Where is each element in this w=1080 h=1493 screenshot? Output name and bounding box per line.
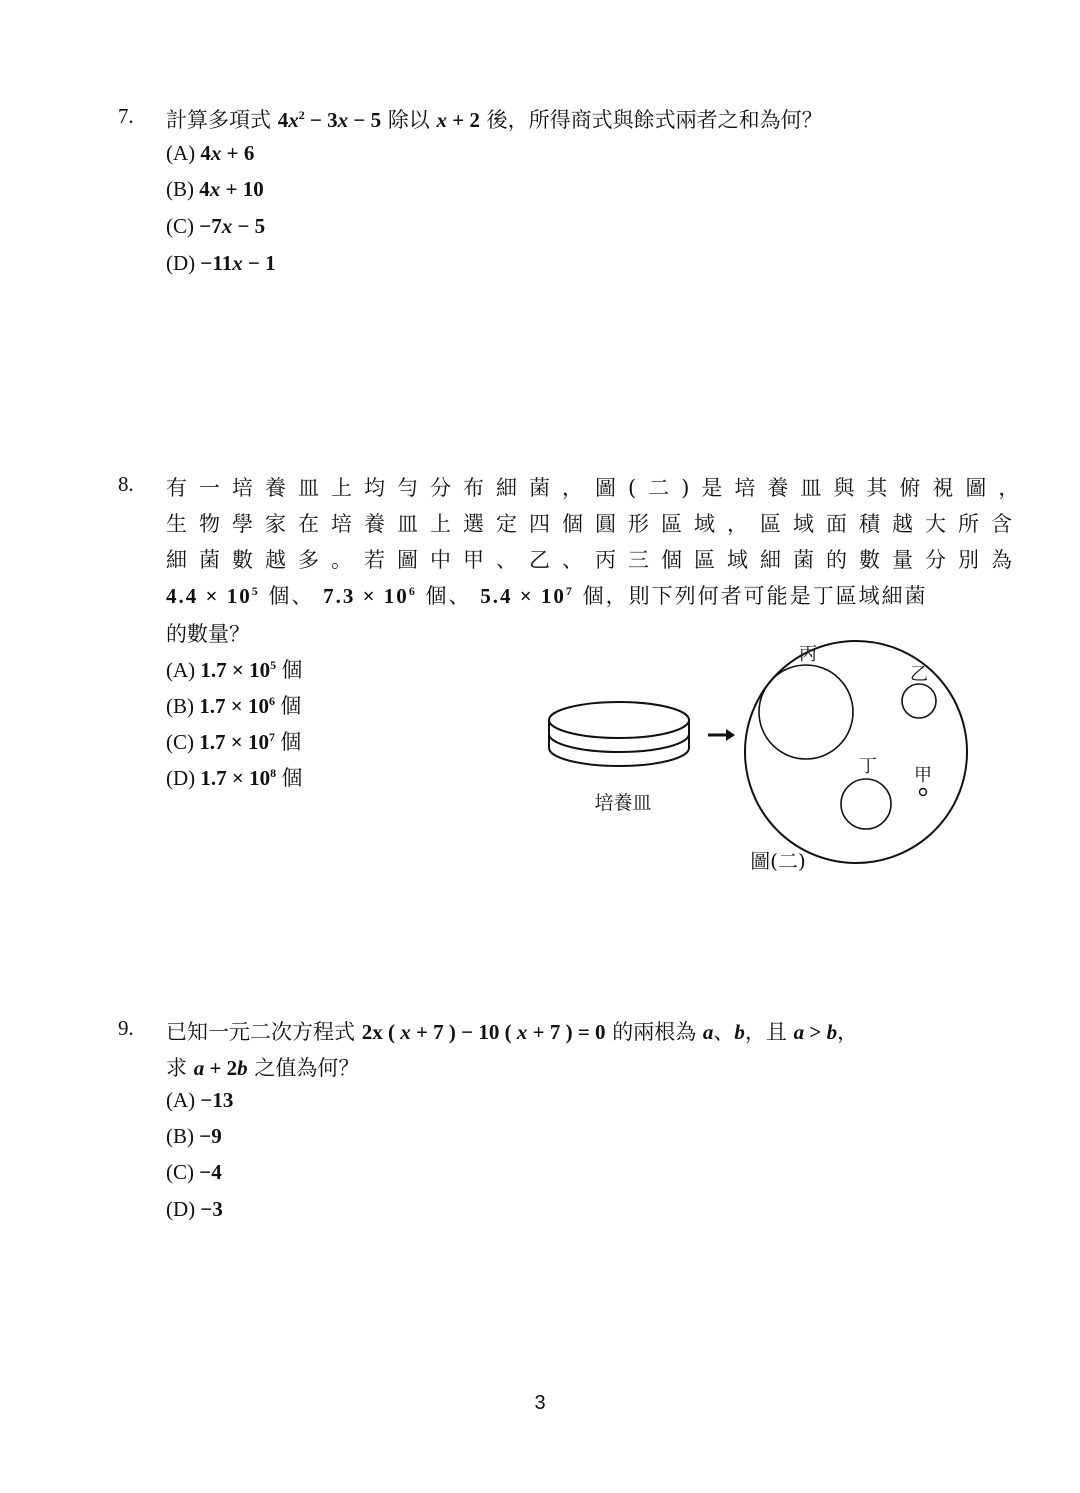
option-b[interactable]: (B) −9 bbox=[166, 1124, 222, 1148]
page-number: 3 bbox=[534, 1392, 546, 1414]
question-number: 7. bbox=[118, 104, 134, 128]
figure-caption: 圖(二) bbox=[750, 849, 806, 873]
polynomial: $4x^2 - 3x - 5$ bbox=[277, 108, 382, 132]
option-a[interactable]: (A) $1.7 \times 10^5$ 個 bbox=[166, 658, 303, 682]
question-stem-line-3: 細菌數越多。若圖中甲、乙、丙三個區域細菌的數量分別為 bbox=[166, 548, 1024, 572]
region-yi-label: 乙 bbox=[910, 664, 928, 685]
question-number: 8. bbox=[118, 472, 134, 496]
option-d[interactable]: (D) −3 bbox=[166, 1197, 223, 1221]
petri-dish-label: 培養皿 bbox=[594, 792, 652, 814]
option-d[interactable]: (D) $1.7 \times 10^8$ 個 bbox=[166, 766, 303, 790]
question-9 bbox=[118, 1016, 978, 1226]
question-stem-line-1: 有一培養皿上均勻分布細菌，圖(二)是培養皿與其俯視圖， bbox=[166, 476, 1032, 500]
option-a[interactable]: (A) −13 bbox=[166, 1088, 234, 1112]
petri-dish bbox=[549, 702, 689, 766]
question-number: 9. bbox=[118, 1016, 134, 1040]
option-b[interactable]: (B) 4x + 10 bbox=[166, 177, 264, 201]
equation: 2x ( x + 7 ) − 10 ( x + 7 ) = 0 bbox=[361, 1020, 606, 1044]
question-stem-line-4: $4.4 \times 10^5$ 個、 $7.3 \times 10^6$ 個、 $5.4 \times 10^7$ 個，則下列何者可能是丁區域細菌 bbox=[166, 584, 928, 608]
region-bing-label: 丙 bbox=[799, 644, 817, 665]
option-b[interactable]: (B) $1.7 \times 10^6$ 個 bbox=[166, 694, 302, 718]
region-bing bbox=[759, 665, 853, 759]
question-stem-line-1: 已知一元二次方程式 2x ( x + 7 ) − 10 ( x + 7 ) = 0 的兩根為 a、b，且 a > b， bbox=[166, 1020, 859, 1044]
option-a[interactable]: (A) 4x + 6 bbox=[166, 141, 255, 165]
region-yi bbox=[902, 684, 936, 718]
question-7 bbox=[118, 104, 978, 304]
question-stem: 計算多項式 $4x^2 - 3x - 5$ 除以 x + 2 後，所得商式與餘式兩者之和為何？ bbox=[166, 108, 823, 132]
divisor: x + 2 bbox=[436, 108, 480, 132]
option-c[interactable]: (C) −4 bbox=[166, 1160, 222, 1184]
question-stem-line-2: 生物學家在培養皿上選定四個圓形區域，區域面積越大所含 bbox=[166, 512, 1024, 536]
arrow-icon bbox=[708, 729, 735, 741]
question-stem-line-5: 的數量？ bbox=[166, 622, 250, 646]
region-jia-label: 甲 bbox=[914, 765, 932, 786]
figure-2 bbox=[540, 618, 980, 880]
region-jia bbox=[920, 789, 927, 796]
option-c[interactable]: (C) −7x − 5 bbox=[166, 214, 266, 238]
region-ding bbox=[841, 779, 891, 829]
region-ding-label: 丁 bbox=[859, 756, 877, 777]
option-c[interactable]: (C) $1.7 \times 10^7$ 個 bbox=[166, 730, 302, 754]
option-d[interactable]: (D) −11x − 1 bbox=[166, 251, 276, 275]
question-stem-line-2: 求 a + 2b 之值為何？ bbox=[166, 1056, 360, 1080]
